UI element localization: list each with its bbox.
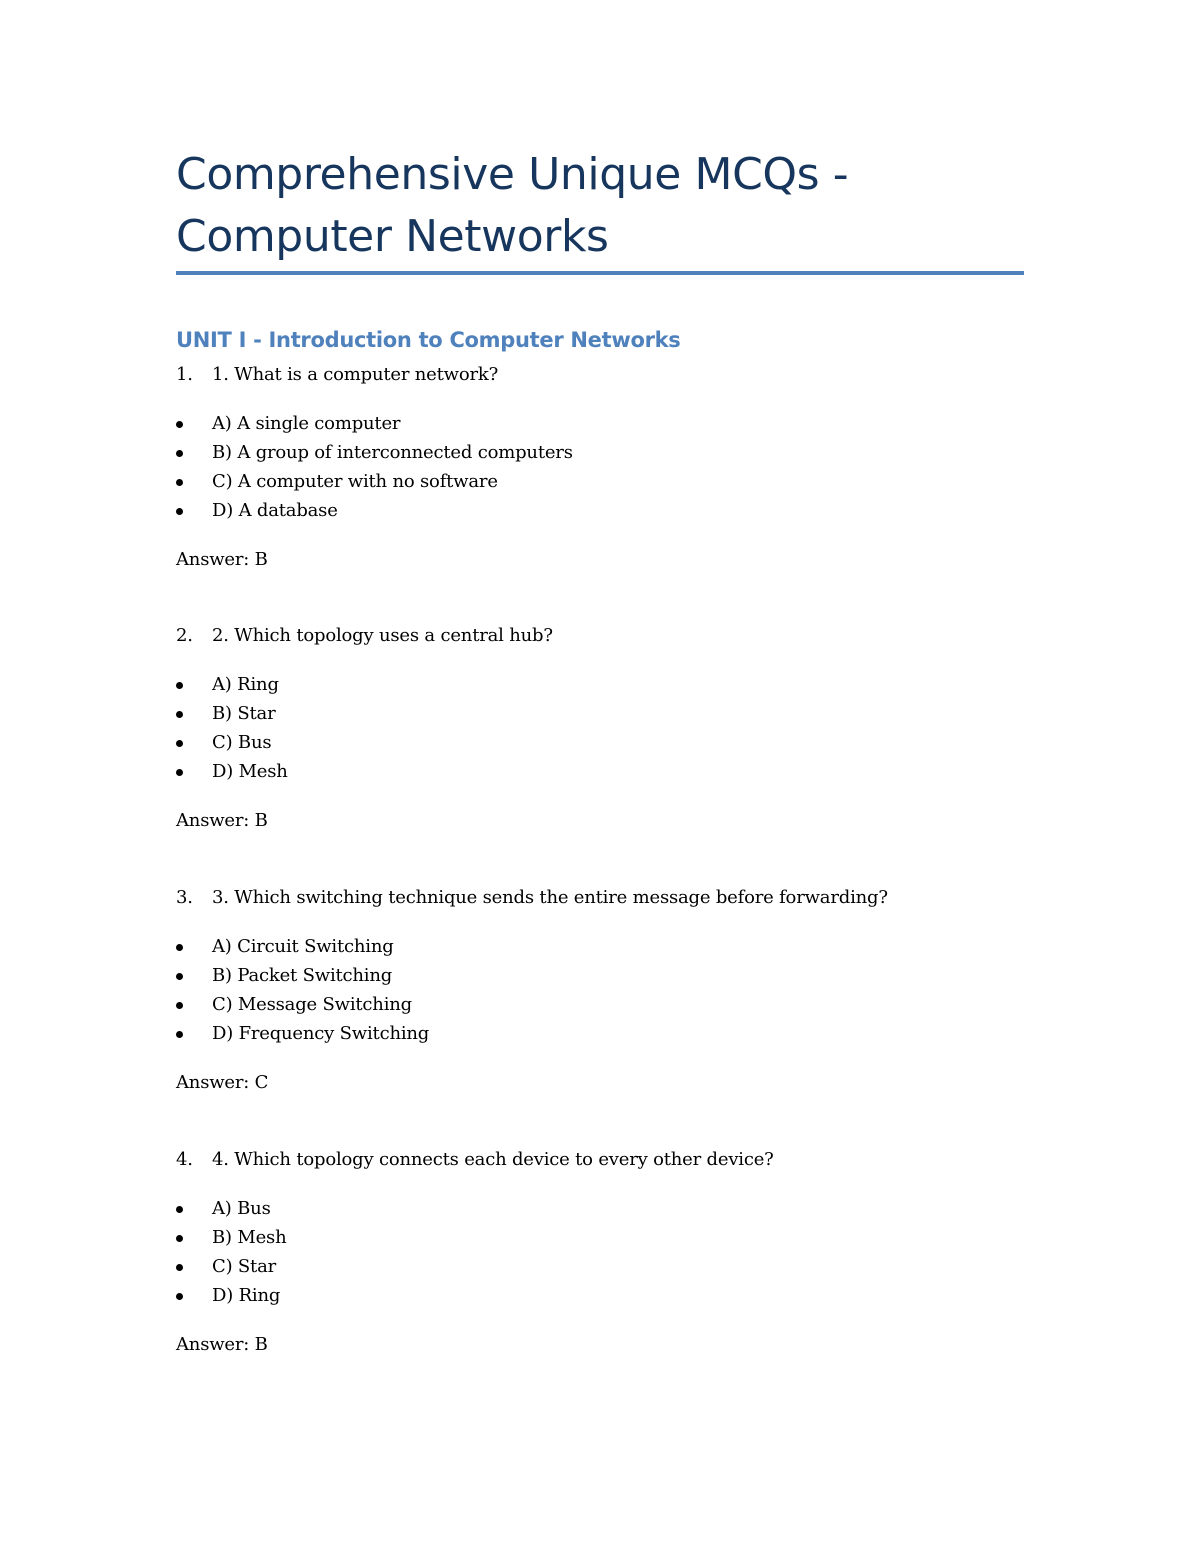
option-text: B) Packet Switching bbox=[212, 965, 393, 986]
bullet-icon bbox=[176, 450, 183, 457]
bullet-icon bbox=[176, 1235, 183, 1242]
option-text: C) Message Switching bbox=[212, 994, 412, 1015]
question-number: 2. bbox=[176, 625, 193, 646]
option-text: C) A computer with no software bbox=[212, 471, 498, 492]
bullet-icon bbox=[176, 1002, 183, 1009]
bullet-icon bbox=[176, 740, 183, 747]
question-number: 1. bbox=[176, 364, 193, 385]
option-text: D) Mesh bbox=[212, 761, 288, 782]
option-text: D) Frequency Switching bbox=[212, 1023, 430, 1044]
option-text: A) Bus bbox=[212, 1198, 271, 1219]
option-text: A) Circuit Switching bbox=[212, 936, 394, 957]
bullet-icon bbox=[176, 944, 183, 951]
bullet-icon bbox=[176, 1264, 183, 1271]
title-underline-rule bbox=[176, 271, 1024, 275]
question-text: 1. What is a computer network? bbox=[212, 364, 499, 385]
bullet-icon bbox=[176, 479, 183, 486]
document-title: Comprehensive Unique MCQs - Computer Networks bbox=[176, 149, 849, 262]
bullet-icon bbox=[176, 1031, 183, 1038]
option-text: D) A database bbox=[212, 500, 338, 521]
bullet-icon bbox=[176, 508, 183, 515]
option-text: C) Bus bbox=[212, 732, 272, 753]
answer-line: Answer: C bbox=[176, 1072, 269, 1093]
option-text: A) A single computer bbox=[212, 413, 401, 434]
bullet-icon bbox=[176, 1206, 183, 1213]
question-number: 3. bbox=[176, 887, 193, 908]
question-text: 4. Which topology connects each device to every other device? bbox=[212, 1149, 774, 1170]
bullet-icon bbox=[176, 682, 183, 689]
question-text: 2. Which topology uses a central hub? bbox=[212, 625, 553, 646]
answer-line: Answer: B bbox=[176, 549, 268, 570]
answer-line: Answer: B bbox=[176, 810, 268, 831]
option-text: B) Star bbox=[212, 703, 276, 724]
option-text: D) Ring bbox=[212, 1285, 281, 1306]
question-text: 3. Which switching technique sends the entire message before forwarding? bbox=[212, 887, 888, 908]
bullet-icon bbox=[176, 973, 183, 980]
option-text: A) Ring bbox=[212, 674, 279, 695]
bullet-icon bbox=[176, 711, 183, 718]
answer-line: Answer: B bbox=[176, 1334, 268, 1355]
option-text: B) Mesh bbox=[212, 1227, 287, 1248]
bullet-icon bbox=[176, 769, 183, 776]
option-text: B) A group of interconnected computers bbox=[212, 442, 573, 463]
option-text: C) Star bbox=[212, 1256, 277, 1277]
unit-heading: UNIT I - Introduction to Computer Networks bbox=[176, 328, 681, 352]
bullet-icon bbox=[176, 421, 183, 428]
question-number: 4. bbox=[176, 1149, 193, 1170]
bullet-icon bbox=[176, 1293, 183, 1300]
